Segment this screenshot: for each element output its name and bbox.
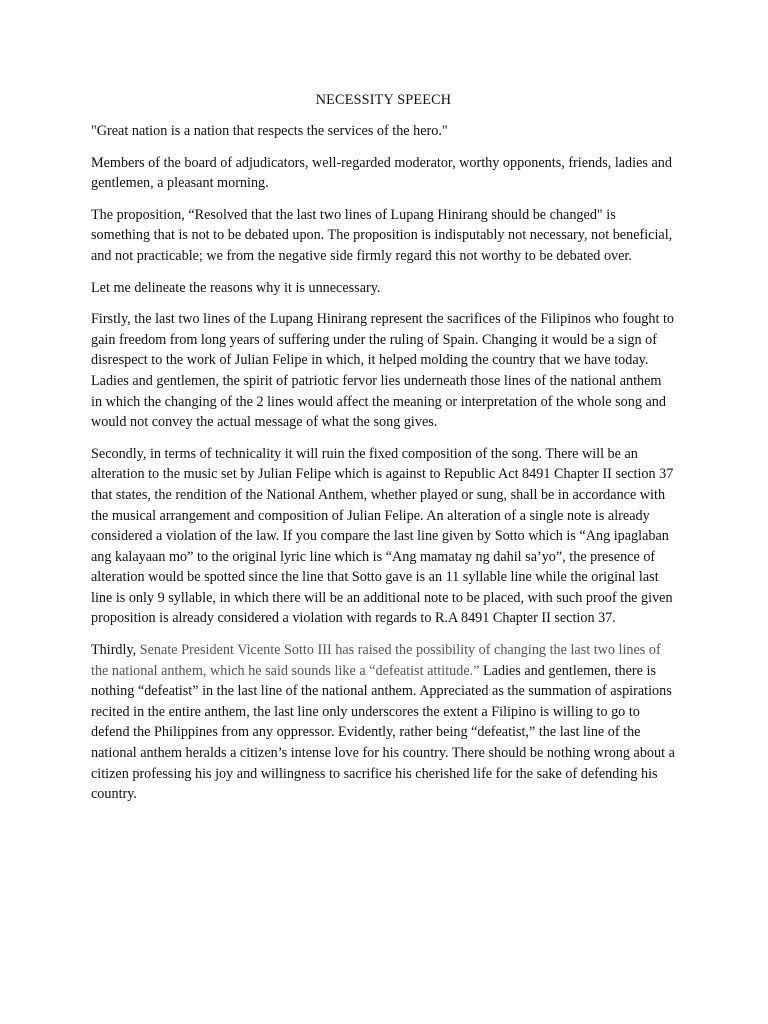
thirdly-lead: Thirdly, [91, 642, 140, 659]
secondly-paragraph: Secondly, in terms of technicality it will ruin the fixed composition of the song. There will be an alteration to the music set by Julian Felipe which is against to Republic Act 8491 Chapter II section 37 that states, the rendition of the National Anthem, whether played or sung, shall be in accordance with the musical arrangement and composition of Julian Felipe. An alteration of a single note is already considered a violation of the law. If you compare the last line given by Sotto which is “Ang ipaglaban ang kalayaan mo” to the original lyric line which is “Ang mamatay ng dahil sa’yo”, the presence of alteration would be spotted since the line that Sotto gave is an 11 syllable line while the original last line is only 9 syllable, in which there will be an additional note to be placed, with such proof the given proposition is already considered a violation with regards to R.A 8491 Chapter II section 37. [91, 445, 674, 627]
opening-quote: "Great nation is a nation that respects the services of the hero." [91, 123, 448, 139]
document-title: NECESSITY SPEECH [315, 92, 452, 108]
proposition-paragraph: The proposition, “Resolved that the last two lines of Lupang Hinirang should be changed" is something that is not to be debated upon. The proposition is indisputably not necessary, not beneficial, and not practicable; we from the negative side firmly regard this not worthy to be debated over. [91, 206, 673, 264]
delineate-paragraph: Let me delineate the reasons why it is unnecessary. [91, 279, 381, 296]
thirdly-paragraph [91, 640, 676, 805]
firstly-paragraph: Firstly, the last two lines of the Lupang Hinirang represent the sacrifices of the Filipinos who fought to gain freedom from long years of suffering under the ruling of Spain. Changing it would be a sign of disrespect to the work of Julian Felipe in which, it helped molding the country that we have today. Ladies and gentlemen, the spirit of patriotic fervor lies underneath those lines of the national anthem in which the changing of the 2 lines would affect the meaning or interpretation of the whole song and would not convey the actual message of what the song gives. [91, 311, 675, 431]
thirdly-quoted-text: Senate President Vicente Sotto III has raised the possibility of changing the last two lines of the national anthem, which he said sounds like a “defeatist attitude.” [91, 642, 661, 679]
thirdly-rest: Ladies and gentlemen, there is nothing “defeatist” in the last line of the national anthem. Appreciated as the summation of aspirations recited in the entire anthem, the last line only underscores the extent a Filipino is willing to go to defend the Philippines from any oppressor. Evidently, rather being “defeatist,” the last line of the national anthem heralds a citizen’s intense love for his country. There should be nothing wrong about a citizen professing his joy and willingness to sacrifice his cherished life for the sake of defending his country. [91, 662, 675, 803]
greeting-paragraph: Members of the board of adjudicators, well-regarded moderator, worthy opponents, friends, ladies and gentlemen, a pleasant morning. [91, 154, 672, 192]
